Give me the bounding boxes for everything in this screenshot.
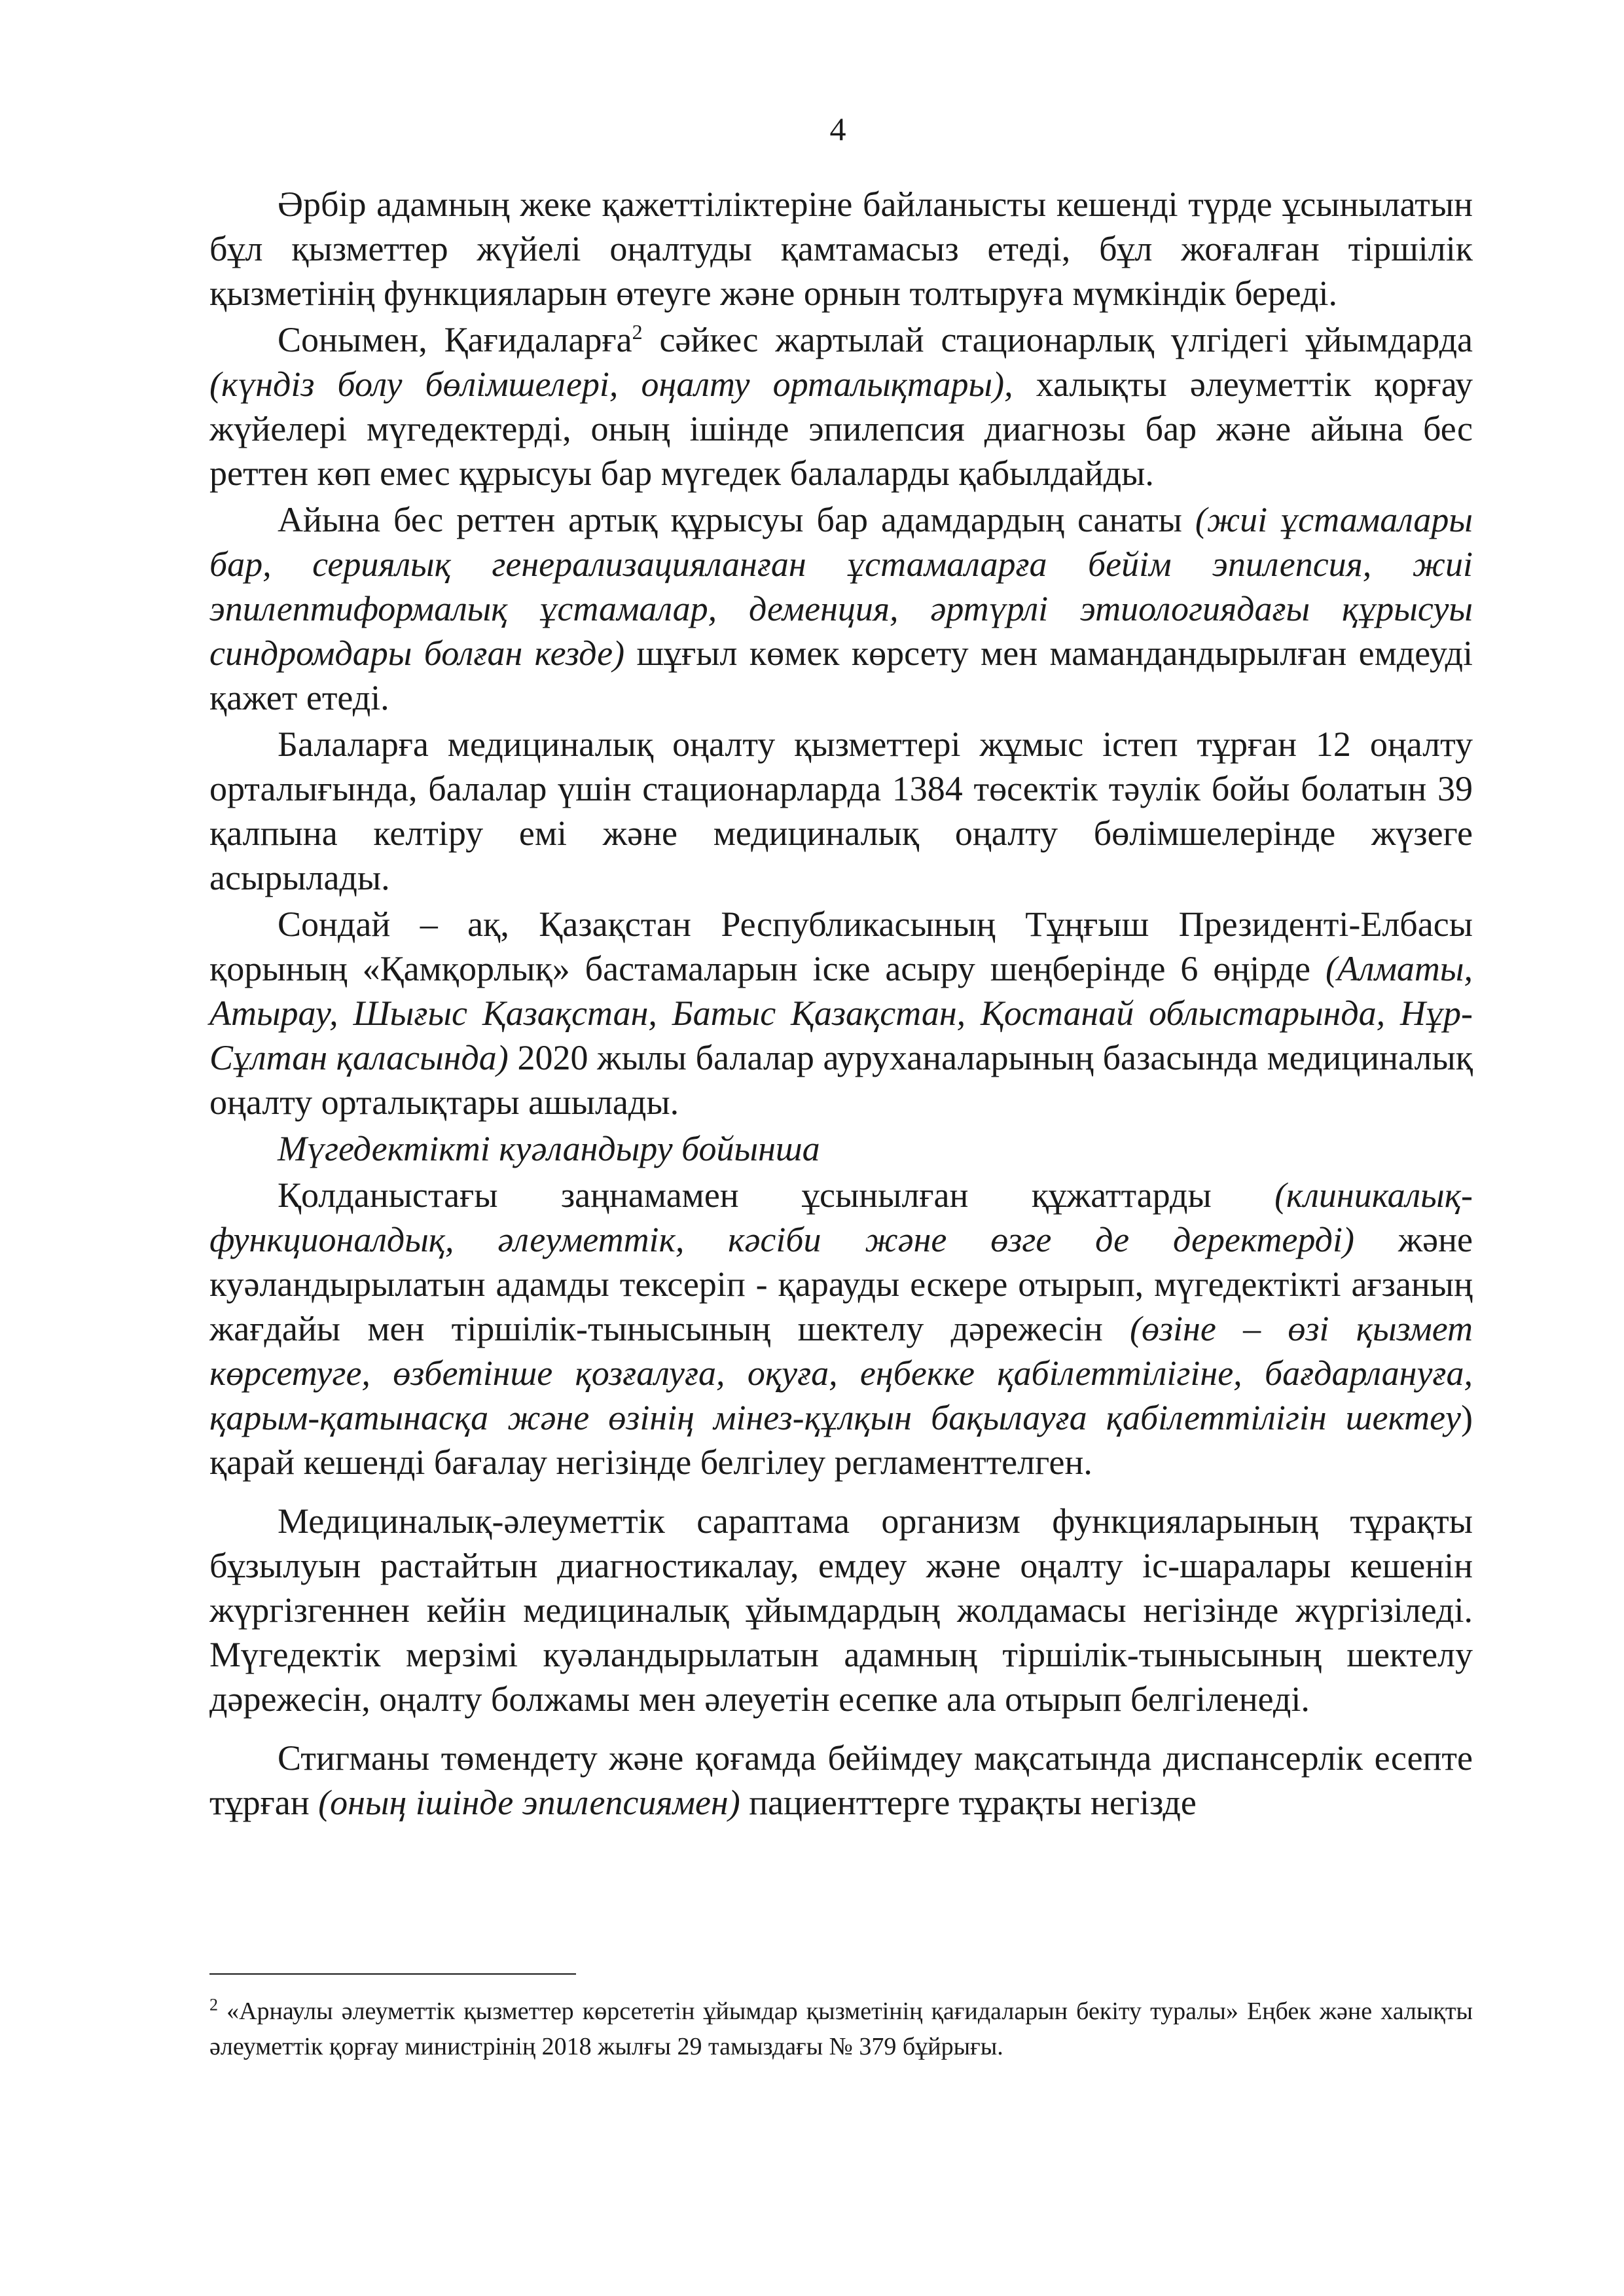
italic-text-run: (клиникалық-функционалдық, әлеуметтік, кәсіби және өзге де деректерді) xyxy=(209,1175,1473,1259)
text-run: Сондай – ақ, Қазақстан Республикасының Тұңғыш Президенті-Елбасы қорының «Қамқорлық» бастамаларын іске асыру шеңберінде 6 өңірде xyxy=(209,905,1473,988)
document-body xyxy=(209,182,1473,1827)
text-run: халықты әлеуметтік қорғау жүйелері мүгедектерді, оның ішінде эпилепсия диагнозы бар және айына бес реттен көп емес құрысуы бар мүгедек балаларды қабылдайды. xyxy=(209,365,1473,493)
footnote xyxy=(209,1994,1473,2064)
paragraph-rehab-centers: Балаларға медициналық оңалту қызметтері жұмыс істеп тұрған 12 оңалту орталығында, балалар үшін стационарларда 1384 төсектік тәулік бойы болатын 39 қалпына келтіру емі және медициналық оңалту бөлімшелерінде жүзеге асырылады. xyxy=(209,725,1473,897)
text-run: шұғыл көмек көрсету мен мамандандырылған емдеуді қажет етеді. xyxy=(209,634,1473,717)
text-run: 2020 жылы балалар ауруханаларының базасында медициналық оңалту орталықтары ашылады. xyxy=(209,1038,1473,1122)
italic-text-run: (күндіз болу бөлімшелері, оңалту орталықтары), xyxy=(209,365,1013,404)
footnote-text: «Арнаулы әлеуметтік қызметтер көрсететін ұйымдар қызметінің қағидаларын бекіту туралы» Еңбек және халықты әлеуметтік қорғау министрінің 2018 жылғы 29 тамыздағы № 379 бұйрығы. xyxy=(209,1998,1473,2060)
paragraph-semi-stationary xyxy=(209,317,1473,495)
italic-text-run: (оның ішінде эпилепсиямен) xyxy=(318,1783,740,1822)
text-run: және куәландырылатын адамды тексеріп - қарауды ескере отырып, мүгедектікті ағзаның жағдайы мен тіршілік-тынысының шектелу дәрежесін xyxy=(209,1220,1473,1348)
page-number: 4 xyxy=(829,111,846,147)
text-run: Қолданыстағы заңнамамен ұсынылған құжаттарды xyxy=(278,1175,1275,1215)
text-run: ) қарай кешенді бағалау негізінде белгілеу регламенттелген. xyxy=(209,1398,1473,1482)
italic-text-run: (Алматы, Атырау, Шығыс Қазақстан, Батыс Қазақстан, Қостанай облыстарында, Нұр-Сұлтан қаласында) xyxy=(209,949,1473,1077)
italic-text-run: (өзіне – өзі қызмет көрсетуге, өзбетінше қозғалуға, оқуға, еңбекке қабілеттілігіне, бағдарлануға, қарым-қатынасқа және өзінің мінез-құлқын бақылауға қабілеттілігін шектеу xyxy=(209,1309,1473,1437)
paragraph-seizures xyxy=(209,497,1473,720)
paragraph-stigma xyxy=(209,1736,1473,1825)
paragraph-medical-examination: Медициналық-әлеуметтік сараптама организм функцияларының тұрақты бұзылуын растайтын диагностикалау, емдеу және оңалту іс-шаралары кешенін жүргізгеннен кейін медициналық ұйымдардың жолдамасы негізінде жүргізіледі. Мүгедектік мерзімі куәландырылатын адамның тіршілік-тынысының шектелу дәрежесін, оңалту болжамы мен әлеуетін есепке ала отырып белгіленеді. xyxy=(209,1501,1473,1719)
section-heading: Мүгедектікті куәландыру бойынша xyxy=(278,1129,820,1168)
footnote-reference: 2 xyxy=(632,320,643,344)
paragraph-disability-certification xyxy=(209,1173,1473,1484)
footnote-number: 2 xyxy=(209,1995,218,2015)
text-run: Сонымен, Қағидаларға xyxy=(278,320,632,359)
paragraph-kamkorlyk xyxy=(209,902,1473,1124)
text-run: Стигманы төмендету және қоғамда бейімдеу мақсатында диспансерлік есепте тұрған xyxy=(209,1738,1473,1822)
text-run: Айына бес реттен артық құрысуы бар адамдардың санаты xyxy=(278,500,1195,539)
paragraph-services: Әрбір адамның жеке қажеттіліктеріне байланысты кешенді түрде ұсынылатын бұл қызметтер жүйелі оңалтуды қамтамасыз етеді, бұл жоғалған тіршілік қызметінің функцияларын өтеуге және орнын толтыруға мүмкіндік береді. xyxy=(209,185,1473,313)
footnote-separator xyxy=(209,1973,576,1975)
text-run: сәйкес жартылай стационарлық үлгідегі ұйымдарда xyxy=(642,320,1473,359)
text-run: пациенттерге тұрақты негізде xyxy=(740,1783,1197,1822)
italic-text-run: (жиі ұстамалары бар, сериялық генерализацияланған ұстамаларға бейім эпилепсия, жиі эпилептиформалық ұстамалар, деменция, әртүрлі этиологиядағы құрысуы синдромдары болған кезде) xyxy=(209,500,1473,673)
